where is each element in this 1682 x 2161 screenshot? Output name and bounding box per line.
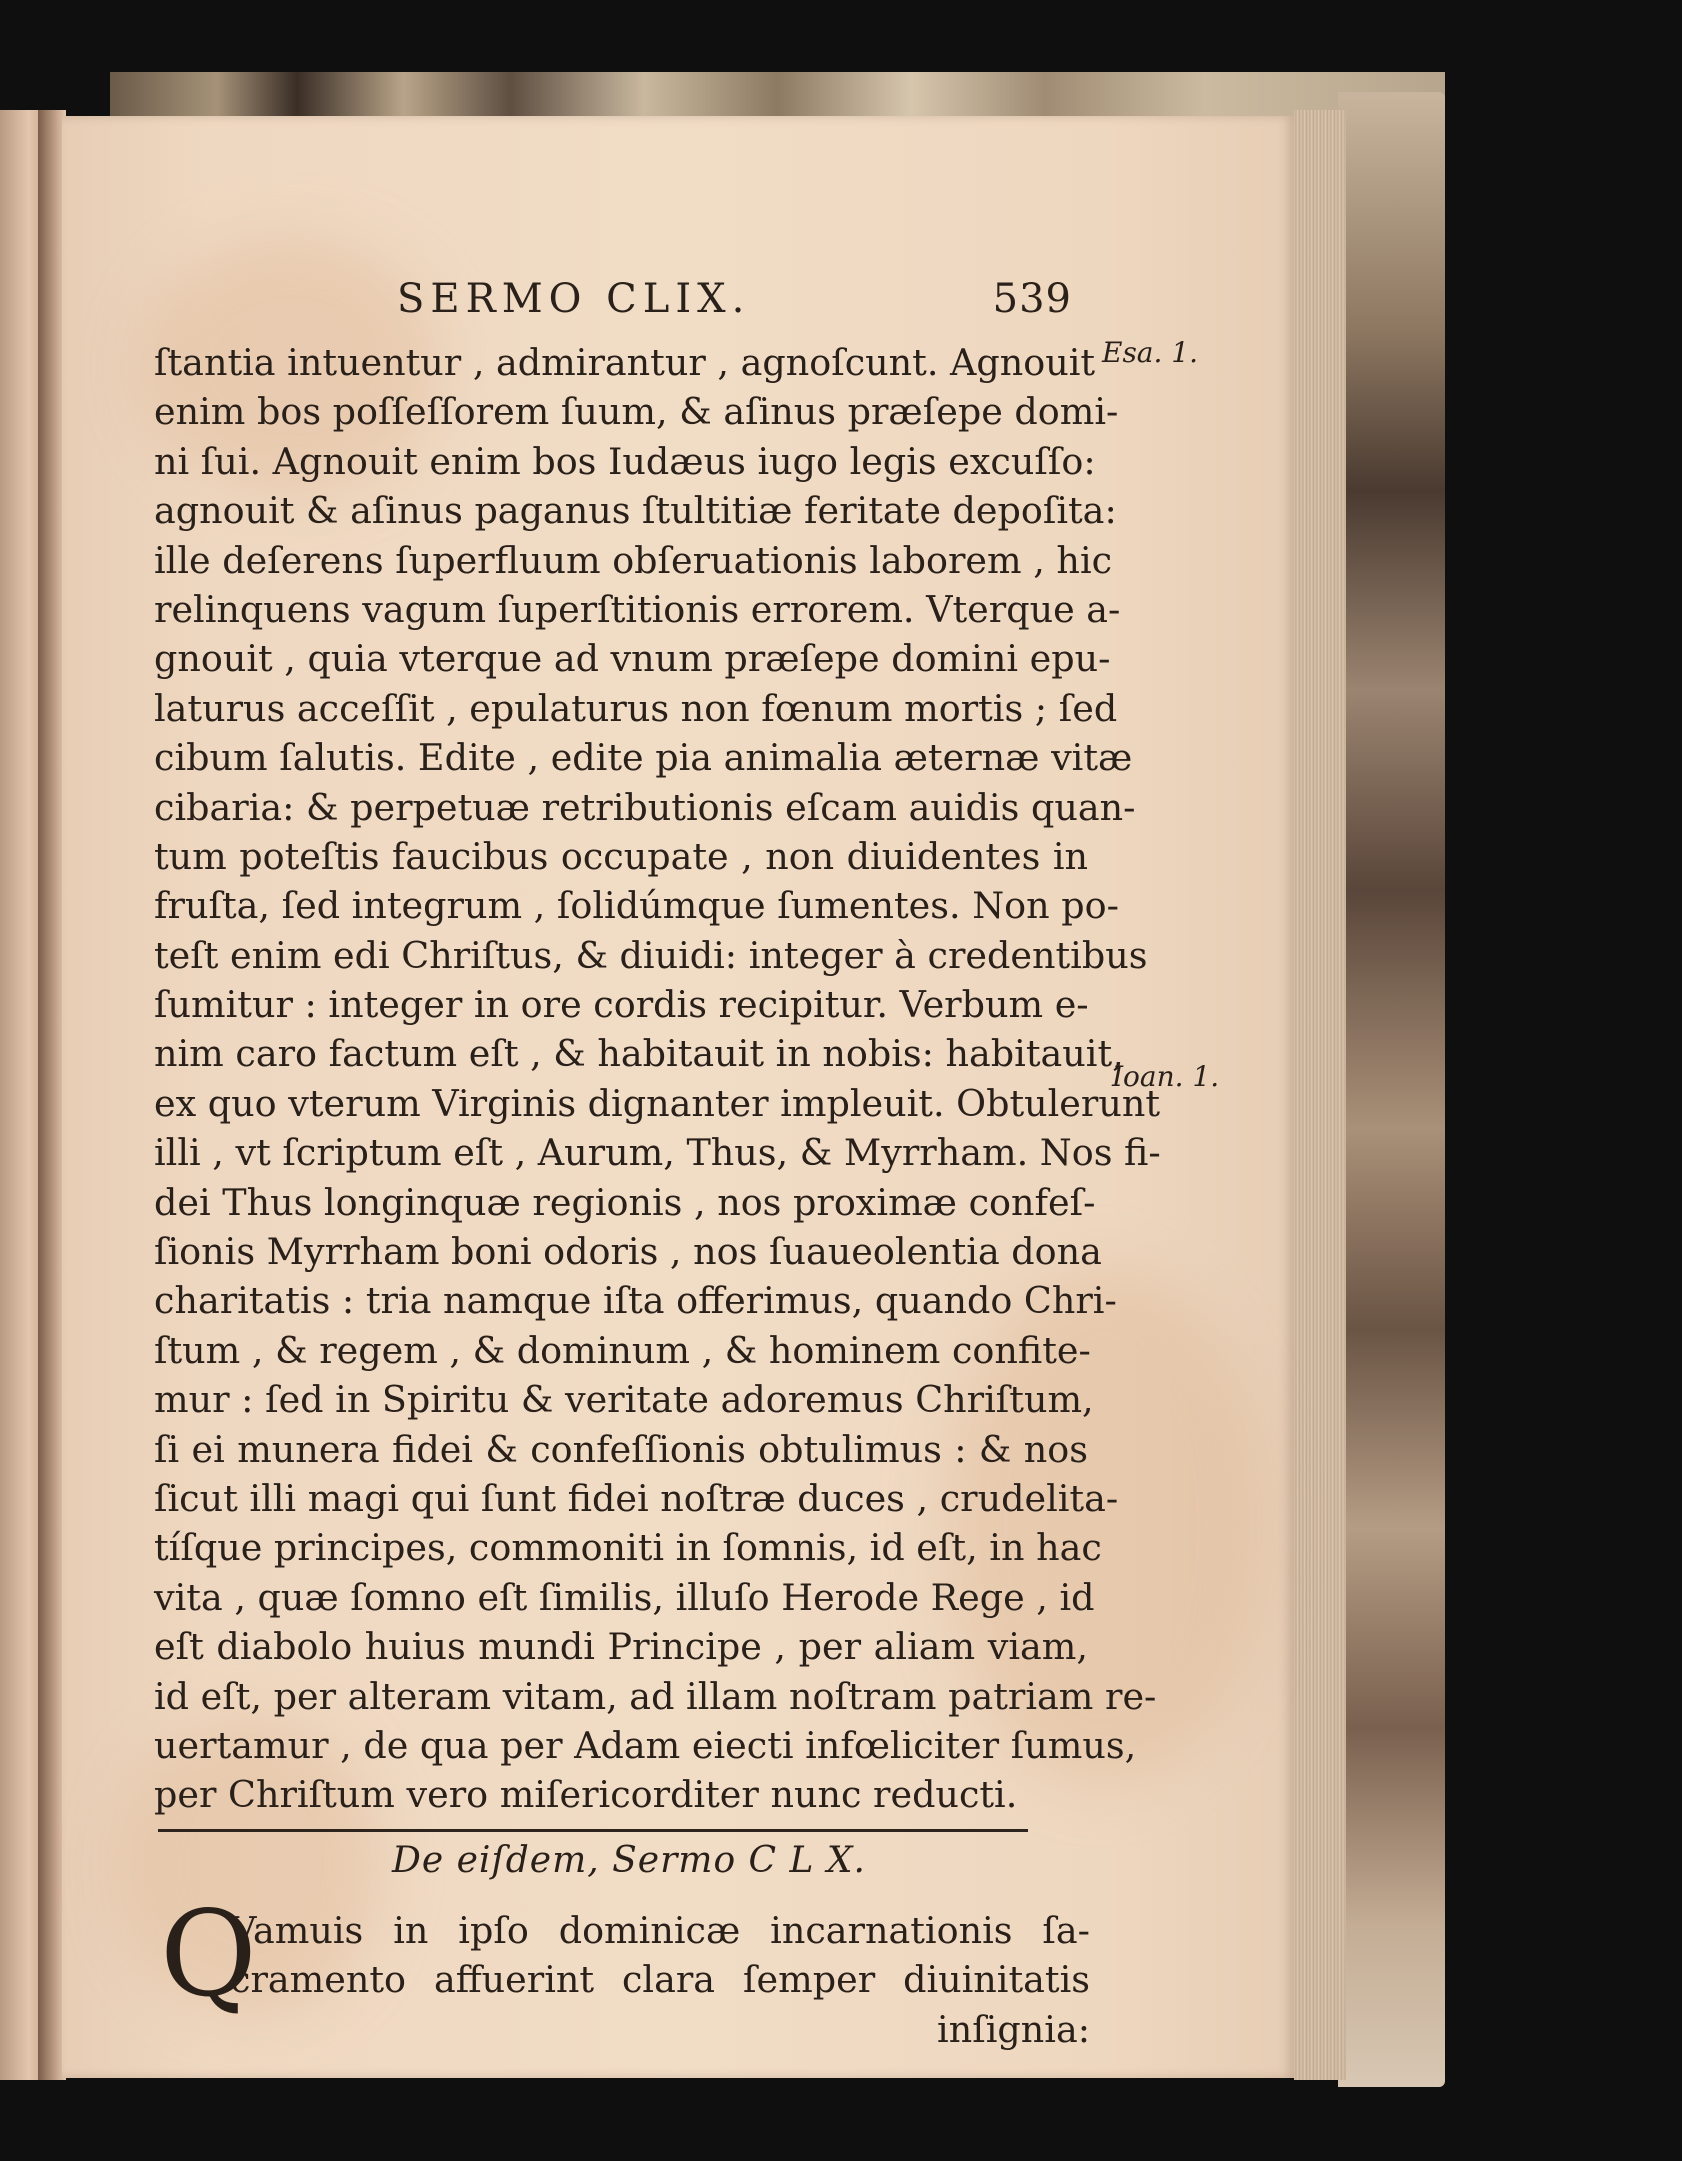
section-heading: De eiſdem, Sermo C L X. <box>392 1840 866 1881</box>
text-line: illi , vt ſcriptum eſt , Aurum, Thus, & Myrrham. Nos fi- <box>154 1131 1161 1175</box>
text-line: tíſque principes, commoniti in ſomnis, id eſt, in hac <box>154 1526 1102 1570</box>
sermon-text-continued <box>230 1906 1090 2054</box>
text-line: cramento affuerint clara ſemper diuinitatis <box>230 1958 1090 2002</box>
page-edges <box>1294 110 1346 2080</box>
text-line: id eſt, per alteram vitam, ad illam noſtram patriam re- <box>154 1674 1157 1718</box>
text-line: teſt enim edi Chriſtus, & diuidi: integer à credentibus <box>154 933 1148 977</box>
margin-note: Esa. 1. <box>1102 336 1199 369</box>
text-line: per Chriſtum vero miſericorditer nunc reducti. <box>154 1773 1018 1817</box>
text-line: cibum ſalutis. Edite , edite pia animalia æternæ vitæ <box>154 736 1133 780</box>
text-line: ni ſui. Agnouit enim bos Iudæus iugo legis excuſſo: <box>154 439 1096 483</box>
text-line: ſicut illi magi qui ſunt fidei noſtræ duces , crudelita- <box>154 1476 1119 1520</box>
text-line: charitatis : tria namque iſta offerimus, quando Chri- <box>154 1279 1117 1323</box>
text-line: mur : ſed in Spiritu & veritate adoremus Chriſtum, <box>154 1378 1094 1422</box>
text-line: inſignia: <box>937 2007 1090 2051</box>
text-line: ſionis Myrrham boni odoris , nos ſuaueolentia dona <box>154 1230 1102 1274</box>
text-line: ſumitur : integer in ore cordis recipitur. Verbum e- <box>154 983 1089 1027</box>
text-line: ſtum , & regem , & dominum , & hominem confite- <box>154 1328 1091 1372</box>
running-title: SERMO CLIX. <box>397 276 751 322</box>
text-line: relinquens vagum ſuperſtitionis errorem. Vterque a- <box>154 587 1121 631</box>
text-line: enim bos poſſeſſorem ſuum, & aſinus præſepe domi- <box>154 390 1119 434</box>
text-line: cibaria: & perpetuæ retributionis eſcam auidis quan- <box>154 785 1136 829</box>
text-line: eſt diabolo huius mundi Principe , per aliam viam, <box>154 1625 1088 1669</box>
text-line: ex quo vterum Virginis dignanter impleuit. Obtulerunt <box>154 1081 1161 1125</box>
text-line: agnouit & aſinus paganus ſtultitiæ feritate depoſita: <box>154 489 1117 533</box>
text-line: vita , quæ ſomno eſt ſimilis, illuſo Herode Rege , id <box>154 1575 1095 1619</box>
text-line: uertamur , de qua per Adam eiecti infœliciter ſumus, <box>154 1723 1137 1767</box>
text-line: ſtantia intuentur , admirantur , agnoſcunt. Agnouit <box>154 341 1096 384</box>
text-line: ſi ei munera fidei & confeſſionis obtulimus : & nos <box>154 1427 1088 1471</box>
page <box>62 116 1294 2078</box>
text-line: laturus acceſſit , epulaturus non fœnum mortis ; ſed <box>154 686 1118 730</box>
text-line: gnouit , quia vterque ad vnum præſepe domini epu- <box>154 637 1111 681</box>
section-rule <box>158 1829 1028 1832</box>
book <box>0 72 1445 2087</box>
margin-note: Ioan. 1. <box>1112 1060 1220 1093</box>
text-line: dei Thus longinquæ regionis , nos proximæ confeſ- <box>154 1180 1096 1224</box>
text-line: fruſta, ſed integrum , ſolidúmque ſumentes. Non po- <box>154 884 1119 928</box>
text-line: Vamuis in ipſo dominicæ incarnationis ſa- <box>230 1909 1090 1952</box>
text-line: nim caro factum eſt , & habitauit in nobis: habitauit, <box>154 1032 1124 1076</box>
text-line: ille deſerens ſuperfluum obſeruationis laborem , hic <box>154 538 1113 582</box>
text-line: tum poteſtis faucibus occupate , non diuidentes in <box>154 834 1088 878</box>
cover-right-edge <box>1338 92 1445 2087</box>
drop-cap: Q <box>160 1885 257 2023</box>
running-header <box>302 276 1072 332</box>
page-number: 539 <box>992 276 1072 322</box>
